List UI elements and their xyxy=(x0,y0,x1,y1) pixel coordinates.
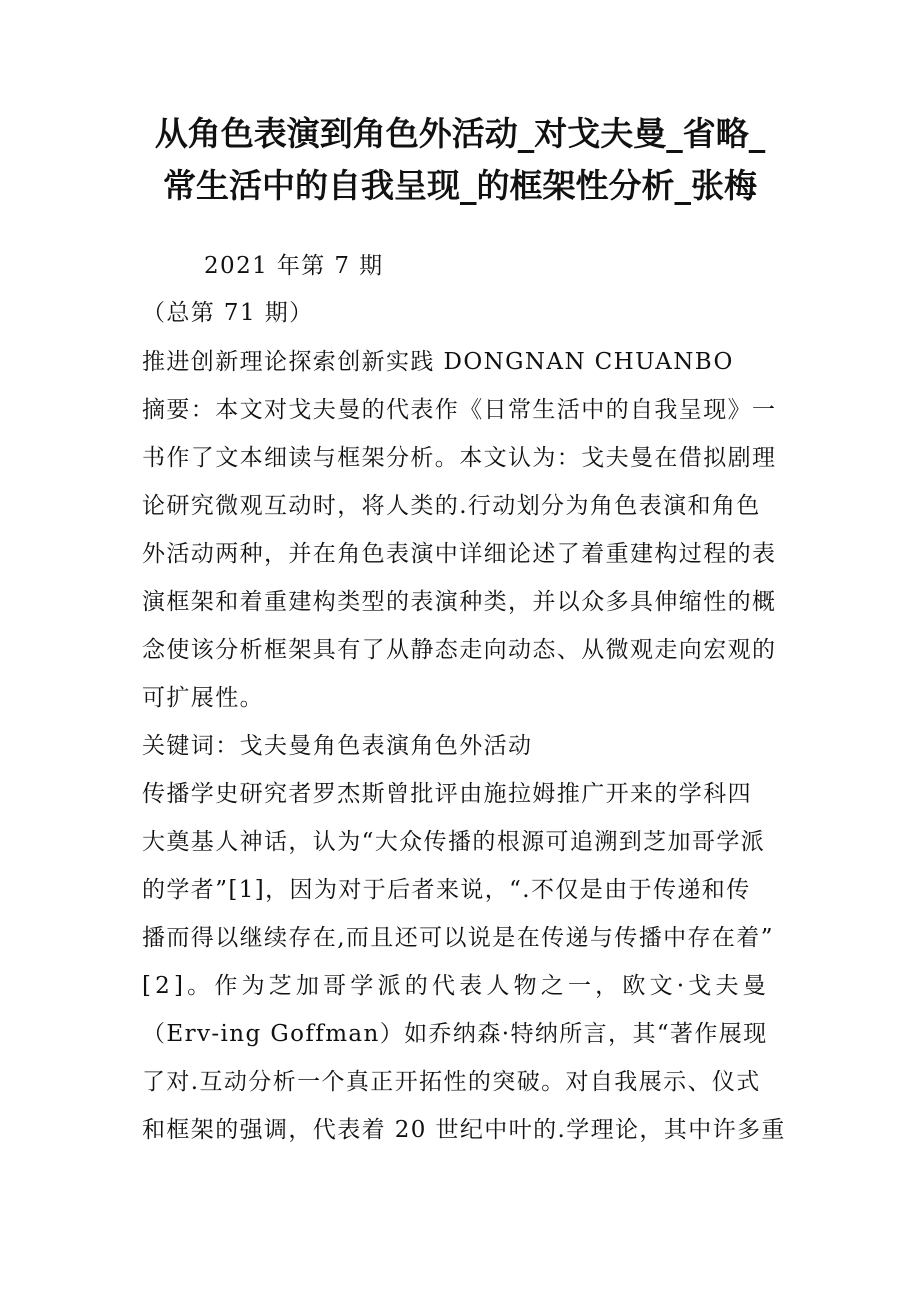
column-line: 推进创新理论探索创新实践 DONGNAN CHUANBO xyxy=(142,349,734,375)
document-title-line-2: 常生活中的自我呈现_的框架性分析_张梅 xyxy=(163,166,757,205)
abstract-line: 外活动两种，并在角色表演中详细论述了着重建构过程的表 xyxy=(142,541,777,567)
abstract-line: 书作了文本细读与框架分析。本文认为：戈夫曼在借拟剧理 xyxy=(142,445,777,471)
document-title-line-1: 从角色表演到角色外活动_对戈夫曼_省略_ xyxy=(154,114,766,153)
body-line: 播而得以继续存在,而且还可以说是在传递与传播中存在着” xyxy=(142,925,774,951)
body-line: 传播学史研究者罗杰斯曾批评由施拉姆推广开来的学科四 xyxy=(142,781,752,807)
abstract-line: 演框架和着重建构类型的表演种类，并以众多具伸缩性的概 xyxy=(142,589,777,615)
total-issue-line: （总第 71 期） xyxy=(142,300,314,326)
body-line: 大奠基人神话，认为“大众传播的根源可追溯到芝加哥学派 xyxy=(142,829,766,855)
issue-line: 2021 年第 7 期 xyxy=(204,253,384,279)
abstract-line: 可扩展性。 xyxy=(142,685,264,711)
abstract-line: 论研究微观互动时，将人类的.行动划分为角色表演和角色 xyxy=(142,493,761,519)
abstract-line: 念使该分析框架具有了从静态走向动态、从微观走向宏观的 xyxy=(142,637,777,663)
body-line: 和框架的强调，代表着 20 世纪中叶的.学理论，其中许多重 xyxy=(142,1117,786,1143)
body-line: 的学者”[1]，因为对于后者来说，“.不仅是由于传递和传 xyxy=(142,877,751,903)
body-line: 了对.互动分析一个真正开拓性的突破。对自我展示、仪式 xyxy=(142,1069,761,1095)
abstract-line: 摘要：本文对戈夫曼的代表作《日常生活中的自我呈现》一 xyxy=(142,397,777,423)
body-line: [2]。作为芝加哥学派的代表人物之一，欧文·戈夫曼 xyxy=(142,973,770,999)
body-line: （Erv-ing Goffman）如乔纳森·特纳所言，其“著作展现 xyxy=(142,1021,768,1047)
keywords-line: 关键词：戈夫曼角色表演角色外活动 xyxy=(142,733,533,759)
